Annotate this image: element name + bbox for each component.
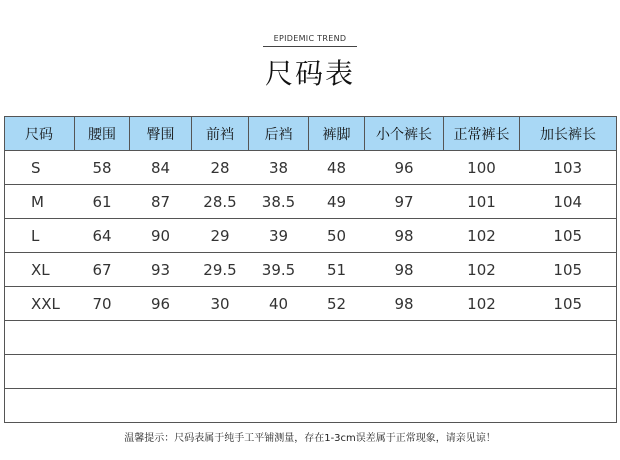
- table-row: [5, 185, 617, 219]
- measurement-cell: 105: [520, 253, 617, 287]
- measurement-cell: [192, 321, 249, 355]
- column-header: 臀围: [130, 117, 192, 151]
- measurement-cell: [309, 389, 365, 423]
- measurement-cell: 39.5: [249, 253, 309, 287]
- measurement-cell: [444, 321, 520, 355]
- measurement-cell: 49: [309, 185, 365, 219]
- column-header: 前裆: [192, 117, 249, 151]
- measurement-cell: [192, 389, 249, 423]
- measurement-cell: 38: [249, 151, 309, 185]
- measurement-cell: 100: [444, 151, 520, 185]
- measurement-cell: 97: [365, 185, 444, 219]
- measurement-cell: 30: [192, 287, 249, 321]
- measurement-cell: 58: [75, 151, 130, 185]
- column-header: 小个裤长: [365, 117, 444, 151]
- measurement-note: 温馨提示：尺码表属于纯手工平铺测量，存在1-3cm误差属于正常现象，请亲见谅！: [124, 433, 496, 444]
- column-header: 裤脚: [309, 117, 365, 151]
- measurement-cell: [249, 321, 309, 355]
- column-header: 腰围: [75, 117, 130, 151]
- measurement-cell: 101: [444, 185, 520, 219]
- measurement-cell: 90: [130, 219, 192, 253]
- table-header-row: [5, 117, 617, 151]
- size-label-cell: XXL: [5, 287, 75, 321]
- measurement-cell: 48: [309, 151, 365, 185]
- measurement-cell: 105: [520, 287, 617, 321]
- measurement-cell: 50: [309, 219, 365, 253]
- measurement-cell: 40: [249, 287, 309, 321]
- measurement-cell: [520, 321, 617, 355]
- measurement-cell: [130, 389, 192, 423]
- size-label-cell: [5, 321, 75, 355]
- column-header: 后裆: [249, 117, 309, 151]
- size-label-cell: XL: [5, 253, 75, 287]
- size-label-cell: [5, 355, 75, 389]
- measurement-cell: 87: [130, 185, 192, 219]
- table-row: [5, 253, 617, 287]
- measurement-cell: 64: [75, 219, 130, 253]
- measurement-cell: 39: [249, 219, 309, 253]
- measurement-cell: 96: [130, 287, 192, 321]
- table-row: [5, 321, 617, 355]
- measurement-cell: 38.5: [249, 185, 309, 219]
- measurement-cell: 28.5: [192, 185, 249, 219]
- measurement-cell: 105: [520, 219, 617, 253]
- measurement-cell: [75, 355, 130, 389]
- column-header: 尺码: [5, 117, 75, 151]
- column-header: 加长裤长: [520, 117, 617, 151]
- measurement-cell: 29: [192, 219, 249, 253]
- measurement-cell: [75, 321, 130, 355]
- measurement-cell: [520, 355, 617, 389]
- measurement-cell: 28: [192, 151, 249, 185]
- table-row: [5, 151, 617, 185]
- measurement-cell: [444, 389, 520, 423]
- measurement-cell: [520, 389, 617, 423]
- measurement-cell: 103: [520, 151, 617, 185]
- measurement-cell: [365, 355, 444, 389]
- measurement-cell: [192, 355, 249, 389]
- size-label-cell: [5, 389, 75, 423]
- measurement-cell: 104: [520, 185, 617, 219]
- measurement-cell: 84: [130, 151, 192, 185]
- measurement-cell: 98: [365, 287, 444, 321]
- measurement-cell: 70: [75, 287, 130, 321]
- measurement-cell: 102: [444, 219, 520, 253]
- table-body: [5, 151, 617, 423]
- measurement-cell: 102: [444, 253, 520, 287]
- measurement-cell: 98: [365, 253, 444, 287]
- measurement-cell: 96: [365, 151, 444, 185]
- measurement-cell: [75, 389, 130, 423]
- table-row: [5, 219, 617, 253]
- measurement-cell: 29.5: [192, 253, 249, 287]
- measurement-cell: 98: [365, 219, 444, 253]
- brand-subtitle: EPIDEMIC TREND: [273, 34, 347, 43]
- measurement-cell: [249, 355, 309, 389]
- size-chart-table: [4, 116, 617, 423]
- measurement-cell: 67: [75, 253, 130, 287]
- measurement-cell: 61: [75, 185, 130, 219]
- measurement-cell: [130, 321, 192, 355]
- measurement-cell: 52: [309, 287, 365, 321]
- size-label-cell: M: [5, 185, 75, 219]
- measurement-cell: [130, 355, 192, 389]
- measurement-cell: [309, 321, 365, 355]
- measurement-cell: [309, 355, 365, 389]
- subtitle-divider: [263, 46, 357, 47]
- measurement-cell: [249, 389, 309, 423]
- measurement-cell: [444, 355, 520, 389]
- measurement-cell: 93: [130, 253, 192, 287]
- table-row: [5, 355, 617, 389]
- page-title: 尺码表: [264, 57, 355, 90]
- size-label-cell: S: [5, 151, 75, 185]
- size-label-cell: L: [5, 219, 75, 253]
- measurement-cell: 51: [309, 253, 365, 287]
- measurement-cell: 102: [444, 287, 520, 321]
- measurement-cell: [365, 321, 444, 355]
- table-row: [5, 287, 617, 321]
- table-row: [5, 389, 617, 423]
- measurement-cell: [365, 389, 444, 423]
- column-header: 正常裤长: [444, 117, 520, 151]
